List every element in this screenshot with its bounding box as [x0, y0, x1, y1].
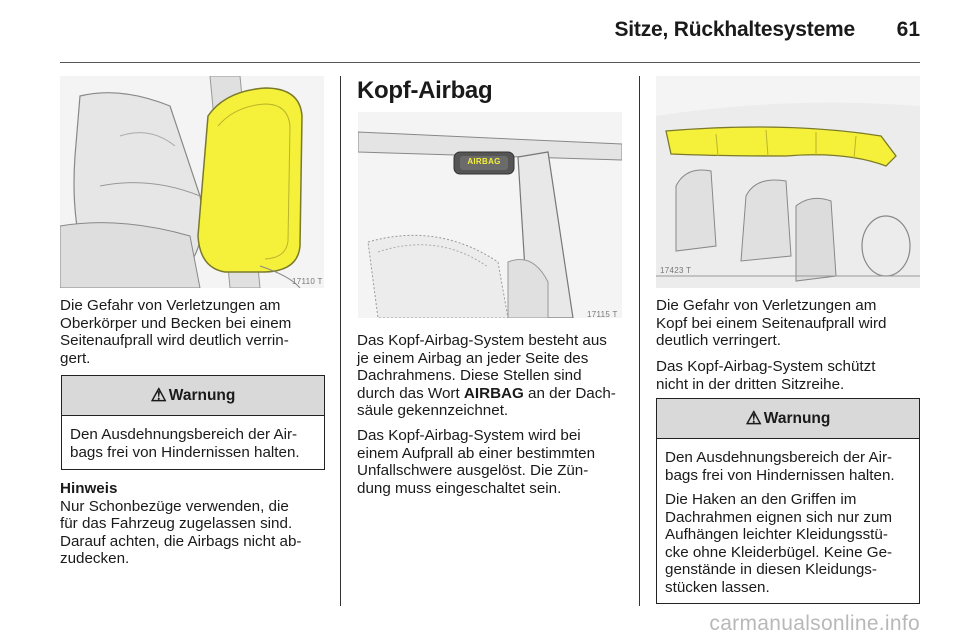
curtain-airbag-illustration: [656, 76, 920, 288]
figure-number: 17115 T: [587, 310, 618, 319]
note-section: Hinweis Nur Schonbezüge verwenden, die für das Fahrzeug zugelassen sind. Darauf achten, die Airbags nicht ab- zudecken.: [60, 480, 335, 568]
warning-header: [657, 399, 919, 439]
middle-text-2: Das Kopf-Airbag-System wird bei einem Aufprall ab einer bestimmten Unfallschwere ausgelöst. Die Zün- dung muss eingeschaltet sein.: [357, 427, 596, 497]
warning-box-right: [656, 398, 920, 604]
column-divider-left: [340, 76, 341, 606]
airbag-badge-illustration: [358, 112, 622, 318]
section-title: Kopf-Airbag: [357, 77, 493, 104]
right-text-1: Die Gefahr von Verletzungen am Kopf bei einem Seitenaufprall wird deutlich verringert.: [656, 297, 887, 349]
warning-title: Warnung: [168, 386, 236, 404]
middle-text-1: Das Kopf-Airbag-System besteht aus je einem Airbag an jeder Seite des Dachrahmens. Diese Stellen sind durch das Wort AIRBAG an der Dach- säule gekennzeichnet.: [357, 332, 616, 419]
watermark: carmanualsonline.info: [709, 612, 920, 635]
warning-text: Den Ausdehnungsbereich der Air- bags frei von Hindernissen halten. Die Haken an den Griffen im Dachrahmen eignen sich nur zum Aufhängen leichter Kleidungsstü- cke ohne Kleiderbügel. Keine Ge- genstände in diesen Kleidungs- stücken lassen.: [665, 449, 895, 596]
header-divider: [60, 62, 920, 63]
warning-icon: ⚠: [745, 408, 762, 428]
note-title: Hinweis: [60, 480, 118, 497]
seat-side-airbag-illustration: [60, 76, 324, 288]
chapter-title: Sitze, Rückhaltesysteme: [614, 18, 855, 41]
warning-header: [62, 376, 324, 416]
warning-box-left: [61, 375, 325, 470]
airbag-badge-label: AIRBAG: [467, 157, 501, 166]
figure-number: 17110 T: [292, 277, 323, 286]
right-text-2: Das Kopf-Airbag-System schützt nicht in der dritten Sitzreihe.: [656, 358, 876, 393]
left-intro-text: Die Gefahr von Verletzungen am Oberkörper und Becken bei einem Seitenaufprall wird deutlich verrin- gert.: [60, 297, 292, 367]
warning-icon: ⚠: [150, 385, 167, 405]
warning-title: Warnung: [763, 409, 831, 427]
figure-number: 17423 T: [660, 266, 692, 275]
column-divider-right: [639, 76, 640, 606]
warning-text: Den Ausdehnungsbereich der Air- bags frei von Hindernissen halten.: [70, 426, 300, 461]
page-header: [0, 0, 960, 60]
page-number: 61: [896, 18, 920, 41]
